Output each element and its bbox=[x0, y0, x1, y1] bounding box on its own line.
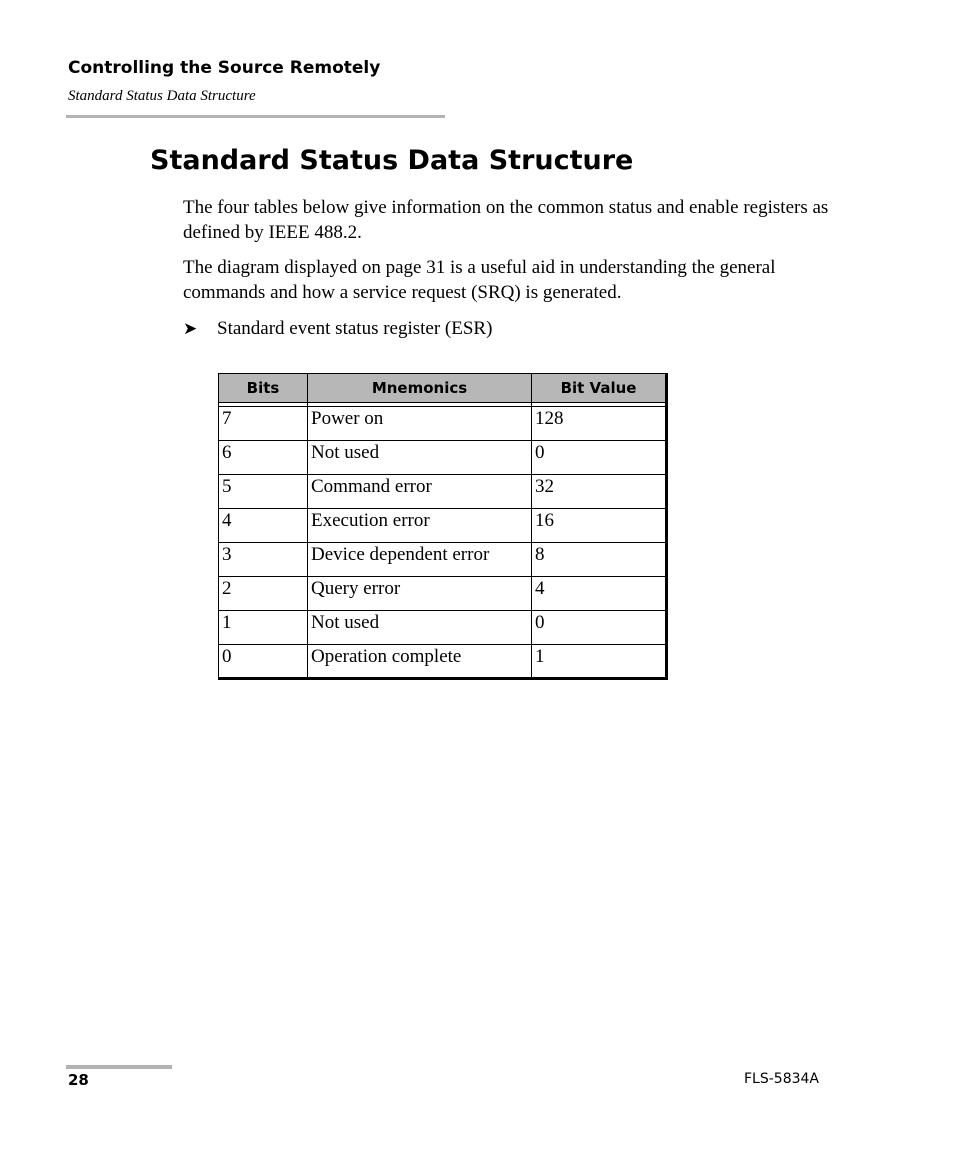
mnemonic-cell: Not used bbox=[308, 441, 532, 475]
bit-cell: 0 bbox=[219, 645, 308, 680]
page-title: Standard Status Data Structure bbox=[150, 145, 634, 176]
table-row bbox=[219, 577, 666, 611]
mnemonic-cell: Device dependent error bbox=[308, 543, 532, 577]
bit-cell: 5 bbox=[219, 475, 308, 509]
column-header-mnemonics: Mnemonics bbox=[308, 374, 532, 403]
mnemonic-cell: Not used bbox=[308, 611, 532, 645]
bit-value-cell: 4 bbox=[532, 577, 666, 611]
mnemonic-cell: Operation complete bbox=[308, 645, 532, 680]
intro-paragraph: The four tables below give information on the common status and enable registers as defined by IEEE 488.2. bbox=[183, 197, 829, 243]
bit-value-cell: 16 bbox=[532, 509, 666, 543]
table-shadow-bottom bbox=[218, 677, 668, 680]
bit-value-cell: 32 bbox=[532, 475, 666, 509]
mnemonic-cell: Query error bbox=[308, 577, 532, 611]
arrowhead-bullet-icon: ➤ bbox=[183, 319, 198, 339]
bit-cell: 7 bbox=[219, 407, 308, 441]
diagram-reference-paragraph: The diagram displayed on page 31 is a useful aid in understanding the general commands and how a service request (SRQ) is generated. bbox=[183, 257, 776, 303]
bit-value-cell: 0 bbox=[532, 611, 666, 645]
esr-table-container bbox=[218, 373, 668, 680]
running-header-subtitle: Standard Status Data Structure bbox=[68, 88, 256, 104]
table-row bbox=[219, 509, 666, 543]
footer-divider bbox=[66, 1065, 172, 1069]
bit-cell: 6 bbox=[219, 441, 308, 475]
table-row bbox=[219, 407, 666, 441]
bit-cell: 3 bbox=[219, 543, 308, 577]
bit-value-cell: 8 bbox=[532, 543, 666, 577]
bit-cell: 1 bbox=[219, 611, 308, 645]
esr-table bbox=[218, 373, 666, 680]
column-header-bits: Bits bbox=[219, 374, 308, 403]
page-number: 28 bbox=[68, 1071, 89, 1089]
mnemonic-cell: Command error bbox=[308, 475, 532, 509]
bit-cell: 2 bbox=[219, 577, 308, 611]
table-header-row bbox=[219, 374, 666, 403]
table-row bbox=[219, 645, 666, 680]
bit-value-cell: 0 bbox=[532, 441, 666, 475]
bit-value-cell: 1 bbox=[532, 645, 666, 680]
column-header-bit-value: Bit Value bbox=[532, 374, 666, 403]
mnemonic-cell: Power on bbox=[308, 407, 532, 441]
mnemonic-cell: Execution error bbox=[308, 509, 532, 543]
table-row bbox=[219, 611, 666, 645]
header-divider bbox=[66, 115, 445, 118]
table-shadow-right bbox=[665, 373, 668, 680]
bit-cell: 4 bbox=[219, 509, 308, 543]
bit-value-cell: 128 bbox=[532, 407, 666, 441]
bullet-text: Standard event status register (ESR) bbox=[217, 318, 493, 339]
document-code: FLS-5834A bbox=[744, 1071, 819, 1087]
running-header-title: Controlling the Source Remotely bbox=[68, 58, 381, 78]
table-row bbox=[219, 441, 666, 475]
table-row bbox=[219, 543, 666, 577]
bullet-item bbox=[183, 316, 492, 342]
table-row bbox=[219, 475, 666, 509]
